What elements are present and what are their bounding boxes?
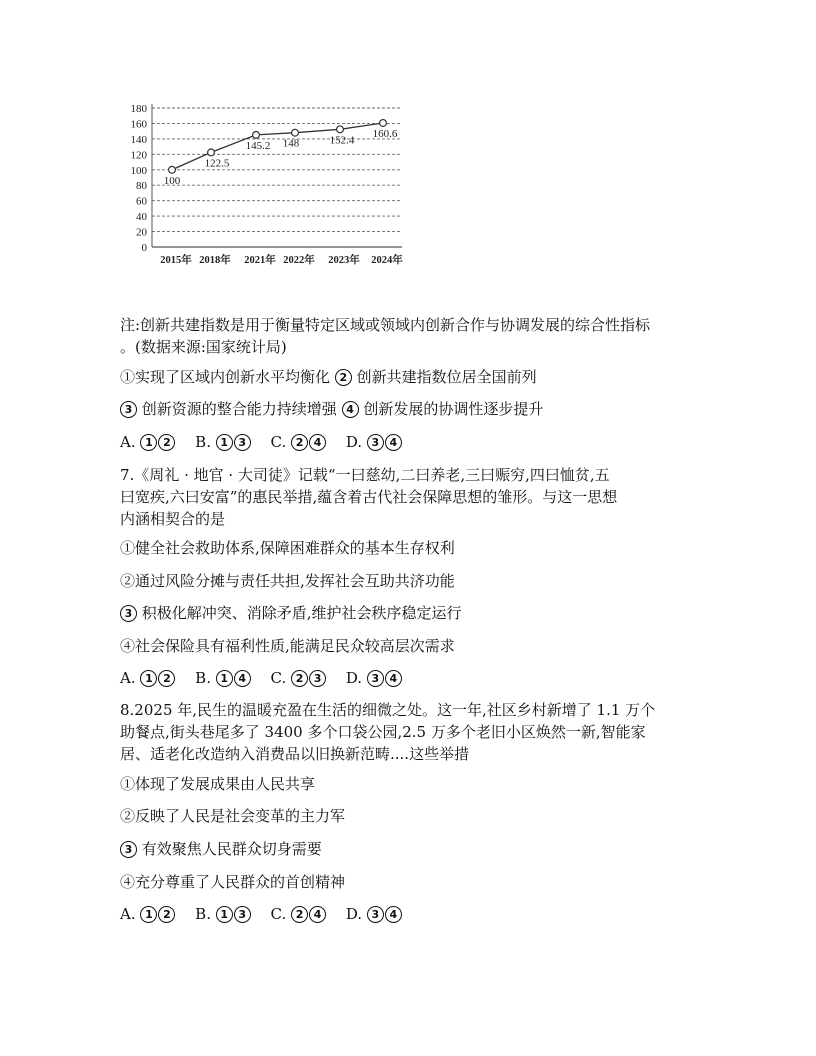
x-tick-label: 2021年: [244, 255, 276, 266]
q7-statement-2: ②通过风险分摊与责任共担,发挥社会互助共济功能: [120, 572, 455, 590]
marker-1: ①: [120, 368, 136, 386]
data-point: [169, 166, 176, 173]
q6-statement-2: 创新共建指数位居全国前列: [356, 368, 537, 386]
marker-3: 3: [120, 401, 137, 418]
q7-statement-3: 3 积极化解冲突、消除矛盾,维护社会秩序稳定运行: [120, 602, 462, 624]
q8-option-b[interactable]: B. 1 3: [195, 903, 252, 925]
y-tick-label: 40: [136, 211, 147, 224]
marker-2: 2: [335, 369, 352, 386]
y-tick-label: 100: [130, 164, 147, 177]
y-tick-label: 160: [130, 118, 147, 131]
data-point: [380, 120, 387, 127]
y-tick-label: 20: [136, 226, 147, 239]
data-point: [337, 126, 344, 133]
q7-option-d[interactable]: D. 3 4: [346, 667, 403, 689]
data-point: [253, 131, 260, 138]
x-tick-label: 2023年: [328, 255, 360, 266]
x-tick-label: 2015年: [160, 255, 192, 266]
q7-stem-line-3: 内涵相契合的是: [120, 510, 226, 528]
innovation-index-chart: [110, 96, 420, 271]
data-label: 160.6: [372, 127, 398, 140]
q7-option-c[interactable]: C. 2 3: [271, 667, 328, 689]
q7-statement-1: ①健全社会救助体系,保障困难群众的基本生存权利: [120, 539, 455, 557]
data-label: 122.5: [204, 157, 230, 170]
x-tick-label: 2024年: [371, 255, 403, 266]
q8-option-c[interactable]: C. 2 4: [271, 903, 328, 925]
x-tick-label: 2022年: [283, 255, 315, 266]
q8-stem-line-1: 8.2025 年,民生的温暖充盈在生活的细微之处。这一年,社区乡村新增了 1.1 万个: [120, 701, 656, 719]
q7-option-b[interactable]: B. 1 4: [195, 667, 252, 689]
data-point: [208, 149, 215, 156]
x-tick-label: 2018年: [199, 255, 231, 266]
y-tick-label: 60: [136, 195, 147, 208]
q8-statement-1: ①体现了发展成果由人民共享: [120, 775, 316, 793]
data-point: [292, 129, 299, 136]
q8-option-d[interactable]: D. 3 4: [346, 903, 403, 925]
q6-statement-4: 创新发展的协调性逐步提升: [363, 400, 544, 418]
q8-options: [120, 903, 417, 925]
q6-option-d[interactable]: D. 3 4: [346, 431, 403, 453]
q8-stem-line-2: 助餐点,街头巷尾多了 3400 多个口袋公园,2.5 万多个老旧小区焕然一新,智能家: [120, 723, 646, 741]
y-tick-label: 0: [141, 242, 147, 254]
data-label: 148: [282, 137, 300, 150]
q6-statement-3: 创新资源的整合能力持续增强: [141, 400, 337, 418]
y-tick-label: 140: [130, 133, 147, 146]
q8-statement-4: ④充分尊重了人民群众的首创精神: [120, 873, 346, 891]
q6-option-a[interactable]: A. 1 2: [120, 431, 176, 453]
chart-note-source: 。(数据来源:国家统计局): [120, 338, 287, 356]
q8-statement-3: 3 有效聚焦人民群众切身需要: [120, 838, 322, 860]
line-chart-svg: [110, 96, 420, 271]
marker-4: 4: [342, 401, 359, 418]
q8-stem-line-3: 居、适老化改造纳入消费品以旧换新范畴....这些举措: [120, 745, 470, 763]
q6-options: [120, 431, 417, 453]
q7-statement-4: ④社会保险具有福利性质,能满足民众较高层次需求: [120, 637, 455, 655]
q6-statement-1: 实现了区域内创新水平均衡化: [135, 368, 331, 386]
y-tick-label: 180: [130, 103, 147, 115]
q7-option-a[interactable]: A. 1 2: [120, 667, 176, 689]
q6-statements-1-2: [120, 366, 537, 388]
q6-statements-3-4: [120, 398, 543, 420]
y-tick-label: 80: [136, 180, 147, 193]
q6-option-c[interactable]: C. 2 4: [271, 431, 328, 453]
q8-option-a[interactable]: A. 1 2: [120, 903, 176, 925]
data-label: 100: [163, 174, 181, 187]
y-tick-label: 120: [130, 149, 147, 162]
q7-options: [120, 667, 417, 689]
q6-option-b[interactable]: B. 1 3: [195, 431, 252, 453]
chart-note: 注:创新共建指数是用于衡量特定区域或领域内创新合作与协调发展的综合性指标: [120, 316, 651, 334]
q7-stem-line-1: 7.《周礼 · 地官 · 大司徒》记载“一曰慈幼,二曰养老,三曰赈穷,四曰恤贫,五: [120, 466, 610, 484]
data-label: 145.2: [245, 139, 271, 152]
q7-stem-line-2: 曰宽疾,六曰安富”的惠民举措,蕴含着古代社会保障思想的雏形。与这一思想: [120, 488, 618, 506]
q8-statement-2: ②反映了人民是社会变革的主力军: [120, 807, 346, 825]
data-label: 152.4: [329, 134, 355, 147]
